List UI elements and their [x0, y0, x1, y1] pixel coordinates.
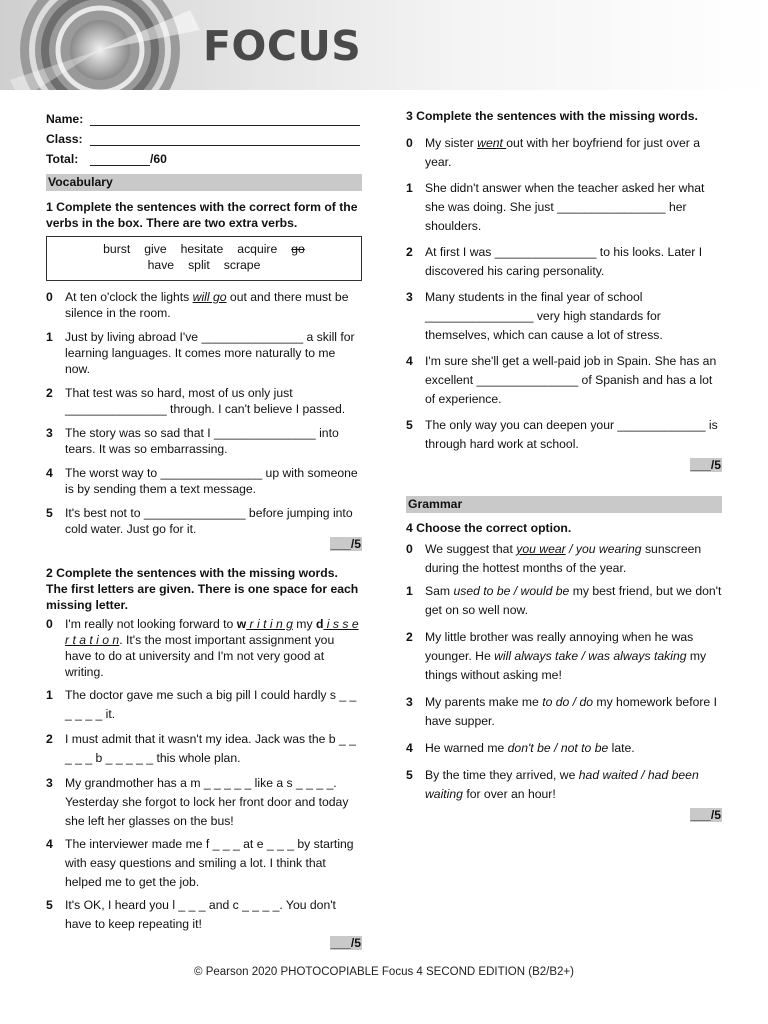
item-text: The story was so sad that I _______________ into tears. It was so embarrassing. [65, 426, 339, 456]
ex4-item-1 [406, 582, 722, 620]
item-text: The doctor gave me such a big pill I could hardly s _ _ _ _ _ _ it. [65, 688, 357, 721]
ex2-item-0 [46, 616, 362, 680]
name-field[interactable] [90, 113, 360, 126]
ex1-item-1 [46, 329, 362, 377]
word-box-row-2 [53, 257, 355, 273]
example-answer: went [477, 136, 507, 150]
ex3-item-2 [406, 243, 722, 281]
item-number: 1 [46, 330, 53, 344]
item-text: By the time they arrived, we [425, 768, 579, 782]
class-row [46, 126, 362, 146]
item-number: 0 [46, 617, 53, 631]
ex2-score [46, 936, 362, 950]
ex4-item-4 [406, 739, 722, 758]
item-number: 2 [46, 386, 53, 400]
item-number: 3 [46, 426, 53, 440]
item-text: The interviewer made me f _ _ _ at e _ _ _ by starting with easy questions and smiling a lot. I think that helped me to get the job. [65, 837, 354, 889]
item-number: 5 [46, 898, 53, 912]
ex2-item-3 [46, 774, 362, 831]
word-box [46, 236, 362, 281]
item-text: The worst way to _______________ up with someone is by sending them a text message. [65, 466, 358, 496]
total-row [46, 146, 362, 166]
option-separator: / [578, 649, 589, 663]
item-text: late. [608, 741, 635, 755]
item-number: 2 [406, 245, 413, 259]
first-letter: w [236, 617, 247, 631]
item-number: 1 [406, 181, 413, 195]
score-box: ___/5 [330, 537, 361, 551]
page-header [0, 0, 768, 90]
item-text: My sister [425, 136, 478, 150]
example-answer: you wear [516, 542, 566, 556]
item-number: 3 [406, 695, 413, 709]
ex1-item-0 [46, 289, 362, 321]
item-text: It's best not to _______________ before jumping into cold water. Just go for it. [65, 506, 353, 536]
item-text: The only way you can deepen your _____________ is through hard work at school. [425, 418, 718, 451]
example-answer: r i t i n g [246, 617, 293, 631]
item-text: At first I was _______________ to his looks. Later I discovered his caring personality. [425, 245, 703, 278]
ex1-item-3 [46, 425, 362, 457]
option-1[interactable]: don't be [507, 741, 551, 755]
ex3-item-4 [406, 352, 722, 409]
item-text: . It's the most important assignment you have to do at university and I'm not very good at writing. [65, 633, 335, 679]
word-hesitate: hesitate [180, 242, 224, 256]
page-footer: © Pearson 2020 PHOTOCOPIABLE Focus 4 SECOND EDITION (B2/B2+) [194, 966, 574, 978]
ex3-score [406, 458, 722, 472]
ex3-item-1 [406, 179, 722, 236]
item-text: out and there must be silence in the room. [65, 290, 349, 320]
item-text: My parents make me [425, 695, 543, 709]
option-1[interactable]: will always take [494, 649, 579, 663]
item-number: 0 [406, 136, 413, 150]
item-text: I must admit that it wasn't my idea. Jack was the b _ _ _ _ _ b _ _ _ _ _ this whole plan. [65, 732, 356, 765]
item-number: 2 [46, 732, 53, 746]
example-answer: i s s e r t a t i o n [65, 617, 359, 647]
option-2[interactable]: do [579, 695, 594, 709]
right-column [406, 106, 722, 822]
ex1-item-4 [46, 465, 362, 497]
left-column [46, 106, 362, 950]
ex1-item-2 [46, 385, 362, 417]
word-burst: burst [103, 242, 131, 256]
exercise-2-instruction: 2 Complete the sentences with the missing words. The first letters are given. There is one space for each missing letter. [46, 566, 359, 612]
grammar-heading: Grammar [406, 496, 722, 513]
example-answer: will go [192, 290, 227, 304]
item-text: my best friend, but we don't get on so well now. [425, 584, 722, 617]
item-number: 2 [406, 630, 413, 644]
total-suffix: /60 [150, 152, 167, 166]
item-text: I'm really not looking forward to [65, 617, 237, 631]
option-1[interactable]: to do [542, 695, 570, 709]
item-text: sunscreen during the hottest months of the year. [425, 542, 702, 575]
vocabulary-heading: Vocabulary [46, 174, 362, 191]
ex4-item-3 [406, 693, 722, 731]
ex2-item-4 [46, 835, 362, 892]
exercise-1-instruction: 1 Complete the sentences with the correct form of the verbs in the box. There are two extra verbs. [46, 200, 358, 230]
ex2-item-2 [46, 730, 362, 768]
exercise-4-instruction: 4 Choose the correct option. [406, 521, 572, 535]
option-separator: / [510, 584, 521, 598]
name-row [46, 106, 362, 126]
class-label: Class: [46, 132, 83, 146]
item-text: my homework before I have supper. [425, 695, 717, 728]
option-separator: / [637, 768, 648, 782]
total-field[interactable] [90, 153, 150, 166]
score-box: ___/5 [690, 458, 721, 472]
option-2[interactable]: had been waiting [425, 768, 699, 801]
word-go-crossed: go [291, 242, 305, 256]
item-text: He warned me [425, 741, 508, 755]
option-2[interactable]: not to be [560, 741, 609, 755]
item-text: We suggest that [425, 542, 517, 556]
item-number: 1 [46, 688, 53, 702]
ex3-item-3 [406, 288, 722, 345]
word-scrape: scrape [223, 258, 261, 272]
focus-logo-graphic [0, 0, 200, 90]
item-text: my things without asking me! [425, 649, 707, 682]
item-text: Just by living abroad I've _______________ a skill for learning languages. It comes more naturally to me now. [65, 330, 355, 376]
score-box: ___/5 [690, 808, 721, 822]
item-text: I'm sure she'll get a well-paid job in Spain. She has an excellent _______________ of Spanish and has a lot of experience. [425, 354, 717, 406]
word-box-row-1 [53, 241, 355, 257]
score-box: ___/5 [330, 936, 361, 950]
option-1[interactable]: had waited [578, 768, 638, 782]
item-text: My little brother was really annoying when he was younger. He [425, 630, 694, 663]
item-text: Many students in the final year of school ________________ very high standards for themselves, which can cause a lot of stress. [425, 290, 663, 342]
item-number: 3 [46, 776, 53, 790]
item-number: 0 [46, 290, 53, 304]
option-1[interactable]: used to be [453, 584, 511, 598]
item-number: 5 [406, 418, 413, 432]
ex4-score [406, 808, 722, 822]
option-separator: / [569, 695, 580, 709]
item-text: It's OK, I heard you l _ _ _ and c _ _ _ _. You don't have to keep repeating it! [65, 898, 336, 931]
brand-title: FOCUS [203, 22, 362, 70]
item-text: for over an hour! [462, 787, 556, 801]
item-number: 5 [406, 768, 413, 782]
ex2-item-5 [46, 896, 362, 934]
ex2-item-1 [46, 686, 362, 724]
word-acquire: acquire [237, 242, 278, 256]
item-text: That test was so hard, most of us only just _______________ through. I can't believe I passed. [65, 386, 346, 416]
ex1-score [46, 537, 362, 551]
option-separator: / [565, 542, 576, 556]
ex3-item-0 [406, 134, 722, 172]
ex3-item-5 [406, 416, 722, 454]
name-label: Name: [46, 112, 84, 126]
option-2[interactable]: was always taking [588, 649, 687, 663]
item-text: out with her boyfriend for just over a year. [425, 136, 701, 169]
item-number: 4 [46, 837, 53, 851]
option-2: you wearing [575, 542, 642, 556]
item-text: My grandmother has a m _ _ _ _ _ like a s _ _ _ _. Yesterday she forgot to lock her front door and today she left her glasses on the bus! [65, 776, 349, 828]
word-split: split [188, 258, 210, 272]
item-number: 3 [406, 290, 413, 304]
ex4-item-0 [406, 540, 722, 578]
item-number: 4 [406, 741, 413, 755]
item-text: At ten o'clock the lights [65, 290, 193, 304]
word-have: have [147, 258, 175, 272]
item-text: Sam [425, 584, 454, 598]
class-field[interactable] [90, 133, 360, 146]
item-number: 5 [46, 506, 53, 520]
first-letter: d [315, 617, 324, 631]
item-number: 4 [406, 354, 413, 368]
item-number: 4 [46, 466, 53, 480]
item-text: She didn't answer when the teacher asked her what she was doing. She just ________________ her shoulders. [425, 181, 705, 233]
total-label: Total: [46, 152, 79, 166]
ex4-item-2 [406, 628, 722, 685]
item-number: 0 [406, 542, 413, 556]
option-separator: / [550, 741, 561, 755]
exercise-3-instruction: 3 Complete the sentences with the missing words. [406, 109, 698, 123]
item-text: my [292, 617, 316, 631]
word-give: give [144, 242, 167, 256]
ex1-item-5 [46, 505, 362, 537]
ex4-item-5 [406, 766, 722, 804]
option-2[interactable]: would be [520, 584, 570, 598]
item-number: 1 [406, 584, 413, 598]
